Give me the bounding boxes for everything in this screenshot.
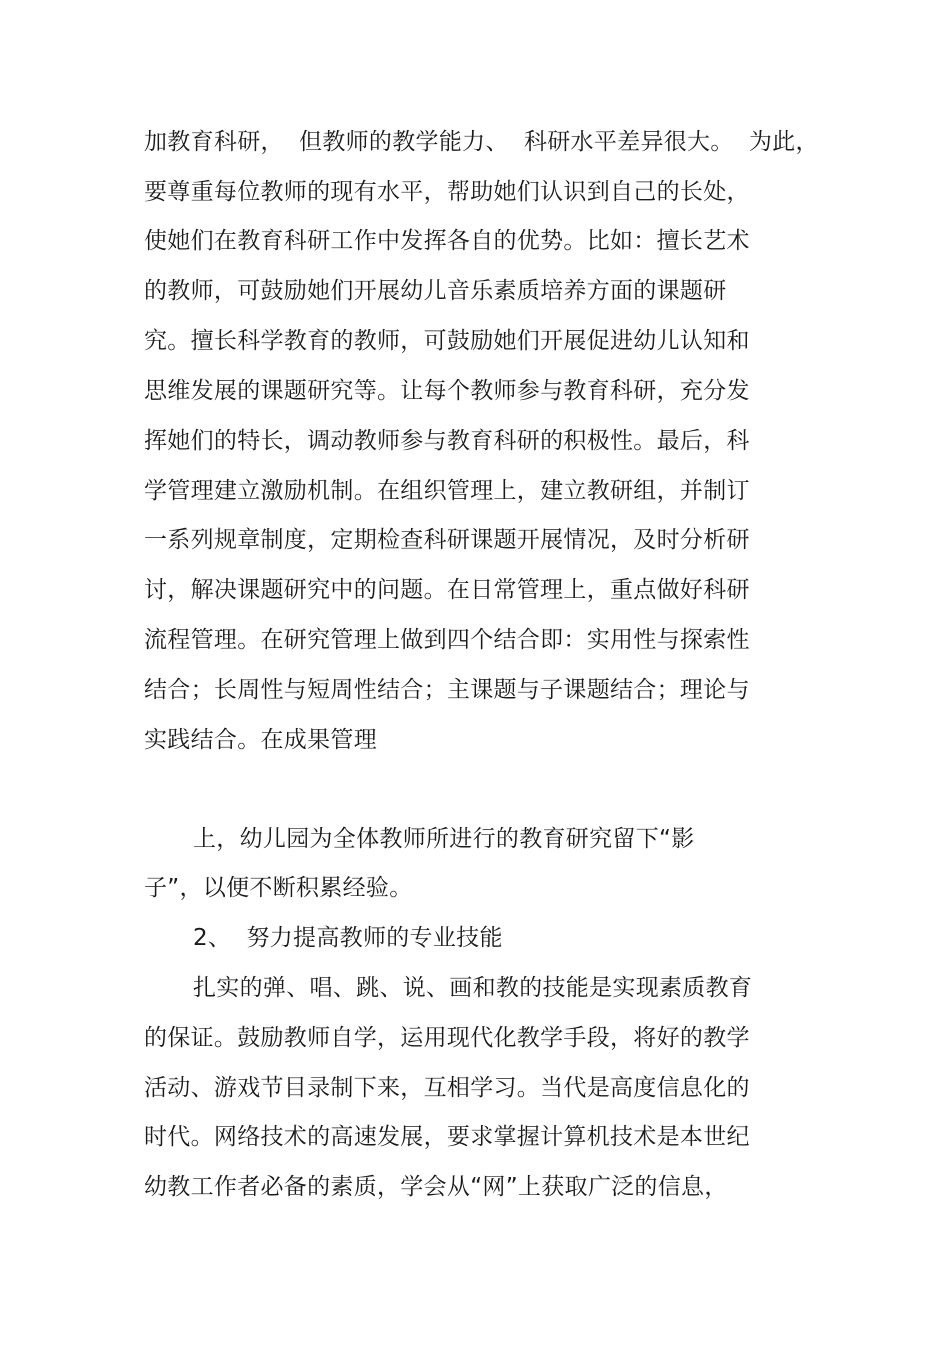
paragraph-line: 加教育科研， 但教师的教学能力、 科研水平差异很大。 为此，: [144, 129, 819, 155]
paragraph-line: 究。擅长科学教育的教师，可鼓励她们开展促进幼儿认知和: [144, 328, 750, 354]
paragraph-line: 实践结合。在成果管理: [144, 727, 377, 753]
paragraph-line: 要尊重每位教师的现有水平，帮助她们认识到自己的长处，: [144, 179, 750, 205]
paragraph-line: 一系列规章制度，定期检查科研课题开展情况，及时分析研: [144, 527, 750, 553]
paragraph-line: 时代。网络技术的高速发展，要求掌握计算机技术是本世纪: [144, 1124, 750, 1150]
paragraph-line: 幼教工作者必备的素质，学会从“网”上获取广泛的信息，: [144, 1174, 728, 1200]
paragraph-line: 的教师，可鼓励她们开展幼儿音乐素质培养方面的课题研: [144, 278, 727, 304]
paragraph-line: 思维发展的课题研究等。让每个教师参与教育科研，充分发: [144, 378, 750, 404]
paragraph-line: 的保证。鼓励教师自学，运用现代化教学手段，将好的教学: [144, 1025, 750, 1051]
paragraph-line: 子”，以便不断积累经验。: [144, 875, 413, 901]
paragraph-line: 讨，解决课题研究中的问题。在日常管理上，重点做好科研: [144, 577, 750, 603]
paragraph-line: 上，幼儿园为全体教师所进行的教育研究留下“影: [193, 826, 695, 852]
paragraph-line: 挥她们的特长，调动教师参与教育科研的积极性。最后，科: [144, 428, 750, 454]
paragraph-line: 流程管理。在研究管理上做到四个结合即：实用性与探索性: [144, 627, 750, 653]
paragraph-line: 结合；长周性与短周性结合；主课题与子课题结合；理论与: [144, 677, 750, 703]
paragraph-line: 学管理建立激励机制。在组织管理上，建立教研组，并制订: [144, 478, 750, 504]
paragraph-line: 使她们在教育科研工作中发挥各自的优势。比如：擅长艺术: [144, 228, 750, 254]
paragraph-line: 扎实的弹、唱、跳、说、画和教的技能是实现素质教育: [193, 975, 753, 1001]
paragraph-line: 活动、游戏节目录制下来，互相学习。当代是高度信息化的: [144, 1075, 750, 1101]
section-heading: 2、 努力提高教师的专业技能: [193, 925, 503, 951]
